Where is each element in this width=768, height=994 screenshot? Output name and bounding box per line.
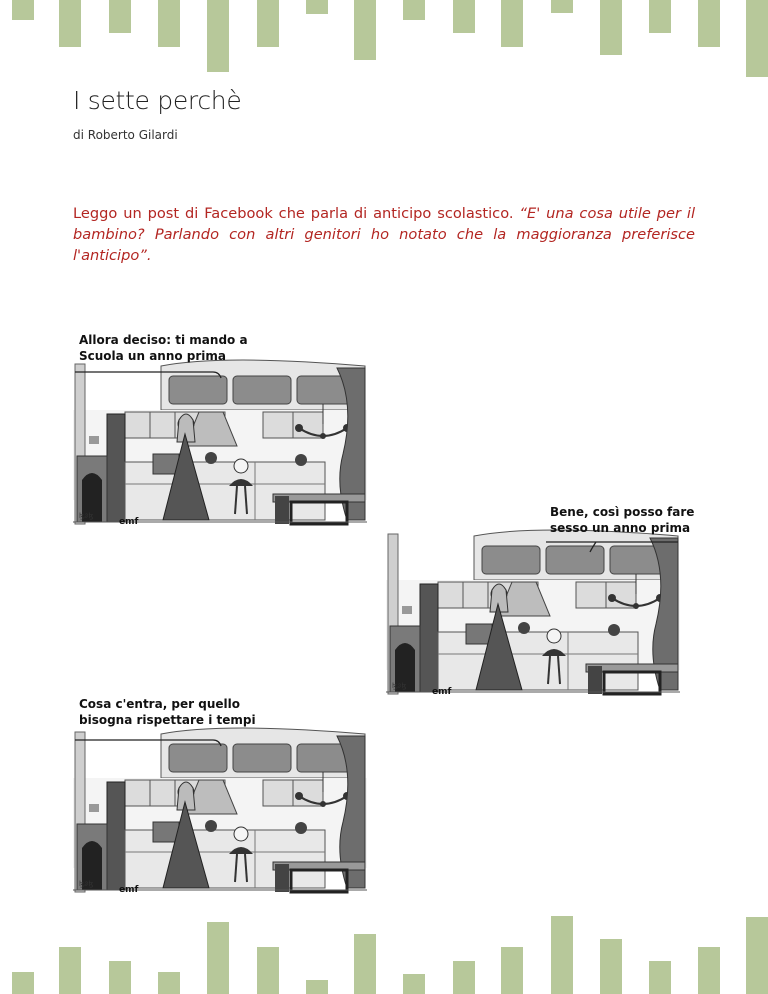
lead-paragraph [73,203,695,266]
signature-1: emf [119,517,139,527]
comic-caption-1 [79,332,248,364]
caption-2-line-2: sesso un anno prima [550,521,691,535]
top-decoration [0,0,768,80]
comic-panel-2 [386,494,695,706]
comic-panel-1 [73,324,367,536]
bottom-decoration [0,914,768,994]
caption-2-line-1: Bene, così posso fare [550,505,695,519]
author-line: di Roberto Gilardi [73,128,178,142]
comic-caption-3 [79,696,256,728]
caption-3-line-1: Cosa c'entra, per quello [79,697,240,711]
signature-3: emf [119,885,139,895]
lead-plain-text: Leggo un post di Facebook che parla di anticipo scolastico. [73,205,520,222]
caption-1-line-1: Allora deciso: ti mando a [79,333,248,347]
caption-3-line-2: bisogna rispettare i tempi [79,713,256,727]
comic-caption-2 [550,504,694,536]
lead-quote-text: “E' una cosa utile per il bambino? Parlando con altri genitori ho notato che la maggioranza preferisce l'anticipo”. [73,205,696,264]
caption-1-line-2: Scuola un anno prima [79,349,227,363]
signature-2: emf [432,687,452,697]
comic-panel-3 [73,692,367,904]
page-title: I sette perchè [73,86,242,115]
